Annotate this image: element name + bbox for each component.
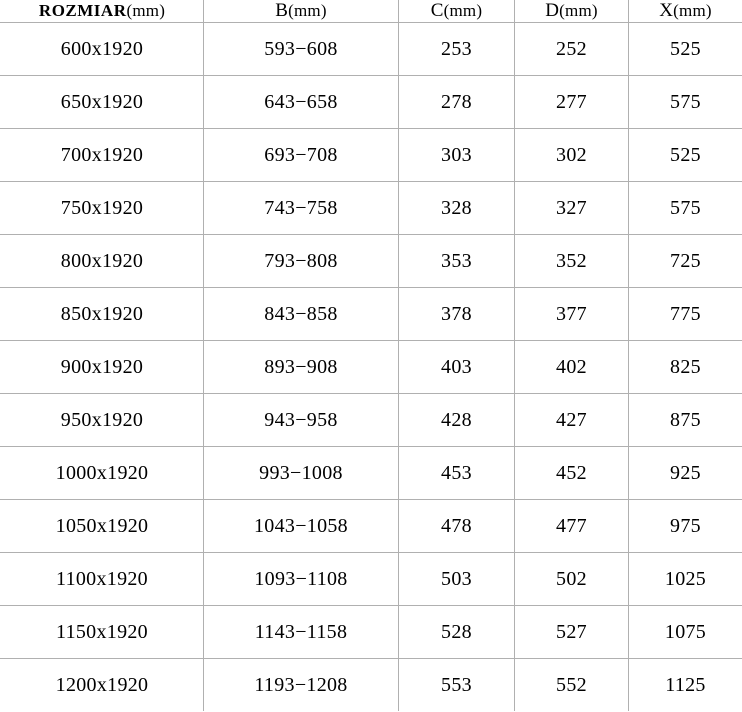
cell-rozmiar: 800x1920 [1,234,204,287]
cell-d: 302 [515,128,629,181]
cell-b: 943−958 [204,393,399,446]
cell-b: 893−908 [204,340,399,393]
cell-x: 775 [629,287,742,340]
column-header-c-unit: (mm) [443,1,483,20]
column-header-x [629,1,742,23]
table-header-row [1,1,742,23]
cell-d: 277 [515,75,629,128]
cell-d: 352 [515,234,629,287]
table-body [1,22,742,711]
cell-c: 303 [399,128,515,181]
cell-c: 253 [399,22,515,75]
cell-d: 402 [515,340,629,393]
table-row [1,499,742,552]
cell-d: 377 [515,287,629,340]
table-row [1,658,742,711]
cell-x: 925 [629,446,742,499]
table-row [1,22,742,75]
cell-rozmiar: 750x1920 [1,181,204,234]
cell-c: 478 [399,499,515,552]
cell-d: 327 [515,181,629,234]
table-row [1,552,742,605]
cell-d: 452 [515,446,629,499]
column-header-b-unit: (mm) [288,1,327,20]
table-row [1,128,742,181]
column-header-x-label: X [659,0,674,21]
cell-c: 528 [399,605,515,658]
cell-d: 502 [515,552,629,605]
cell-c: 428 [399,393,515,446]
table-row [1,287,742,340]
cell-c: 553 [399,658,515,711]
column-header-c [399,1,515,23]
column-header-x-unit: (mm) [673,1,712,20]
cell-b: 693−708 [204,128,399,181]
table-row [1,234,742,287]
cell-x: 825 [629,340,742,393]
column-header-d-unit: (mm) [559,1,598,20]
cell-b: 993−1008 [204,446,399,499]
cell-c: 278 [399,75,515,128]
cell-rozmiar: 600x1920 [1,22,204,75]
table-row [1,75,742,128]
table-row [1,393,742,446]
column-header-b [204,1,399,23]
cell-b: 643−658 [204,75,399,128]
cell-x: 725 [629,234,742,287]
column-header-d [515,1,629,23]
cell-rozmiar: 650x1920 [1,75,204,128]
cell-b: 793−808 [204,234,399,287]
cell-rozmiar: 1000x1920 [1,446,204,499]
cell-b: 1093−1108 [204,552,399,605]
cell-x: 525 [629,22,742,75]
cell-b: 1043−1058 [204,499,399,552]
cell-b: 593−608 [204,22,399,75]
cell-c: 403 [399,340,515,393]
table-row [1,340,742,393]
cell-c: 378 [399,287,515,340]
cell-b: 1193−1208 [204,658,399,711]
column-header-rozmiar-label: ROZMIAR [38,1,127,20]
cell-rozmiar: 1150x1920 [1,605,204,658]
column-header-rozmiar [1,1,204,23]
cell-d: 552 [515,658,629,711]
cell-d: 252 [515,22,629,75]
table-header [1,1,742,23]
cell-rozmiar: 700x1920 [1,128,204,181]
column-header-d-label: D [545,0,560,21]
cell-c: 353 [399,234,515,287]
cell-x: 975 [629,499,742,552]
cell-d: 427 [515,393,629,446]
column-header-rozmiar-unit: (mm) [126,1,166,20]
table-row [1,605,742,658]
cell-x: 1075 [629,605,742,658]
cell-x: 575 [629,75,742,128]
cell-d: 477 [515,499,629,552]
cell-x: 525 [629,128,742,181]
column-header-b-label: B [275,0,289,21]
cell-x: 875 [629,393,742,446]
cell-d: 527 [515,605,629,658]
cell-c: 328 [399,181,515,234]
column-header-c-label: C [430,0,444,21]
cell-rozmiar: 950x1920 [1,393,204,446]
table-row [1,181,742,234]
cell-b: 1143−1158 [204,605,399,658]
cell-x: 1025 [629,552,742,605]
cell-rozmiar: 1100x1920 [1,552,204,605]
cell-rozmiar: 900x1920 [1,340,204,393]
cell-x: 575 [629,181,742,234]
cell-rozmiar: 1200x1920 [1,658,204,711]
table-row [1,446,742,499]
cell-x: 1125 [629,658,742,711]
cell-rozmiar: 1050x1920 [1,499,204,552]
cell-b: 743−758 [204,181,399,234]
cell-b: 843−858 [204,287,399,340]
cell-rozmiar: 850x1920 [1,287,204,340]
cell-c: 453 [399,446,515,499]
cell-c: 503 [399,552,515,605]
